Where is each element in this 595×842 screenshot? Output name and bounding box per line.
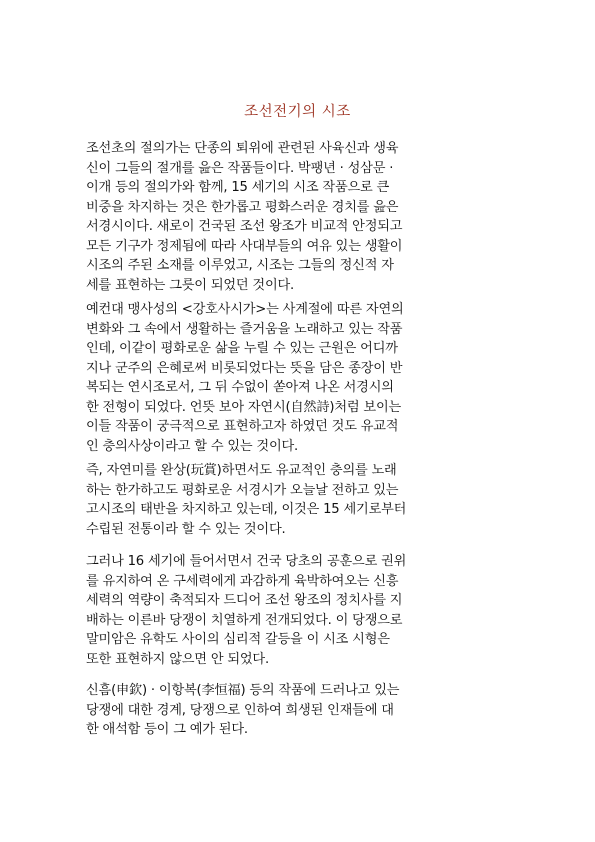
text-line: 이들 작품이 궁극적으로 표현하고자 하였던 것도 유교적	[86, 419, 399, 434]
text-line: 그러나 16 세기에 들어서면서 건국 당초의 공훈으로 권위	[86, 554, 407, 569]
paragraph-1	[86, 139, 516, 295]
text-line: 한 전형이 되었다. 언뜻 보아 자연시(自然詩)처럼 보이는	[86, 399, 402, 415]
text-line: 인데, 이같이 평화로운 삶을 누릴 수 있는 근원은 어디까	[86, 341, 398, 356]
text-line: 한 애석함 등이 그 예가 된다.	[86, 722, 248, 737]
text-line: 고시조의 태반을 차지하고 있는데, 이것은 15 세기로부터	[86, 502, 407, 517]
text-line: 이개 등의 절의가와 함께, 15 세기의 시조 작품으로 큰	[86, 180, 390, 195]
text-line: 세를 표현하는 그릇이 되었던 것이다.	[86, 277, 295, 293]
text-line: 세력의 역량이 축적되자 드디어 조선 왕조의 정치사를 지	[86, 593, 403, 608]
paragraph-2	[86, 300, 516, 456]
text-line: 말미암은 유학도 사이의 심리적 갈등을 이 시조 시형은	[86, 632, 390, 647]
text-line: 변화와 그 속에서 생활하는 즐거움을 노래하고 있는 작품	[86, 321, 403, 337]
text-line: 하는 한가하고도 평화로운 서경시가 오늘날 전하고 있는	[86, 482, 399, 498]
text-line: 신흠(申欽) · 이항복(李恒福) 등의 작품에 드러나고 있는	[86, 683, 400, 698]
text-line: 비중을 차지하는 것은 한가롭고 평화스러운 경치를 읊은	[86, 199, 399, 215]
text-line: 서경시이다. 새로이 건국된 조선 왕조가 비교적 안정되고	[86, 219, 403, 234]
text-line: 즉, 자연미를 완상(玩賞)하면서도 유교적인 충의를 노래	[86, 463, 397, 478]
text-line: 배하는 이른바 당쟁이 치열하게 전개되었다. 이 당쟁으로	[86, 612, 403, 628]
text-line: 시조의 주된 소재를 이루었고, 시조는 그들의 정신적 자	[86, 258, 394, 273]
text-line: 복되는 연시조로서, 그 뒤 수없이 쏟아져 나온 서경시의	[86, 380, 394, 395]
paragraph-4	[86, 552, 516, 669]
text-line: 조선초의 절의가는 단종의 퇴위에 관련된 사육신과 생육	[86, 141, 399, 156]
paragraph-5	[86, 681, 516, 740]
text-line: 모든 기구가 정제됨에 따라 사대부들의 여유 있는 생활이	[86, 238, 403, 254]
text-line: 지나 군주의 은혜로써 비롯되었다는 뜻을 담은 종장이 반	[86, 360, 403, 376]
text-line: 신이 그들의 절개를 읊은 작품들이다. 박팽년 · 성삼문 ·	[86, 160, 394, 176]
text-line: 인 충의사상이라고 할 수 있는 것이다.	[86, 438, 299, 454]
text-line: 를 유지하여 온 구세력에게 과감하게 육박하여오는 신흥	[86, 573, 399, 589]
text-line: 예컨대 맹사성의 <강호사시가>는 사계절에 따른 자연의	[86, 302, 404, 317]
document-title: 조선전기의 시조	[244, 104, 351, 120]
paragraph-3	[86, 461, 516, 539]
text-line: 당쟁에 대한 경계, 당쟁으로 인하여 희생된 인재들에 대	[86, 702, 394, 718]
text-line: 수립된 전통이라 할 수 있는 것이다.	[86, 521, 286, 537]
text-line: 또한 표현하지 않으면 안 되었다.	[86, 651, 269, 667]
